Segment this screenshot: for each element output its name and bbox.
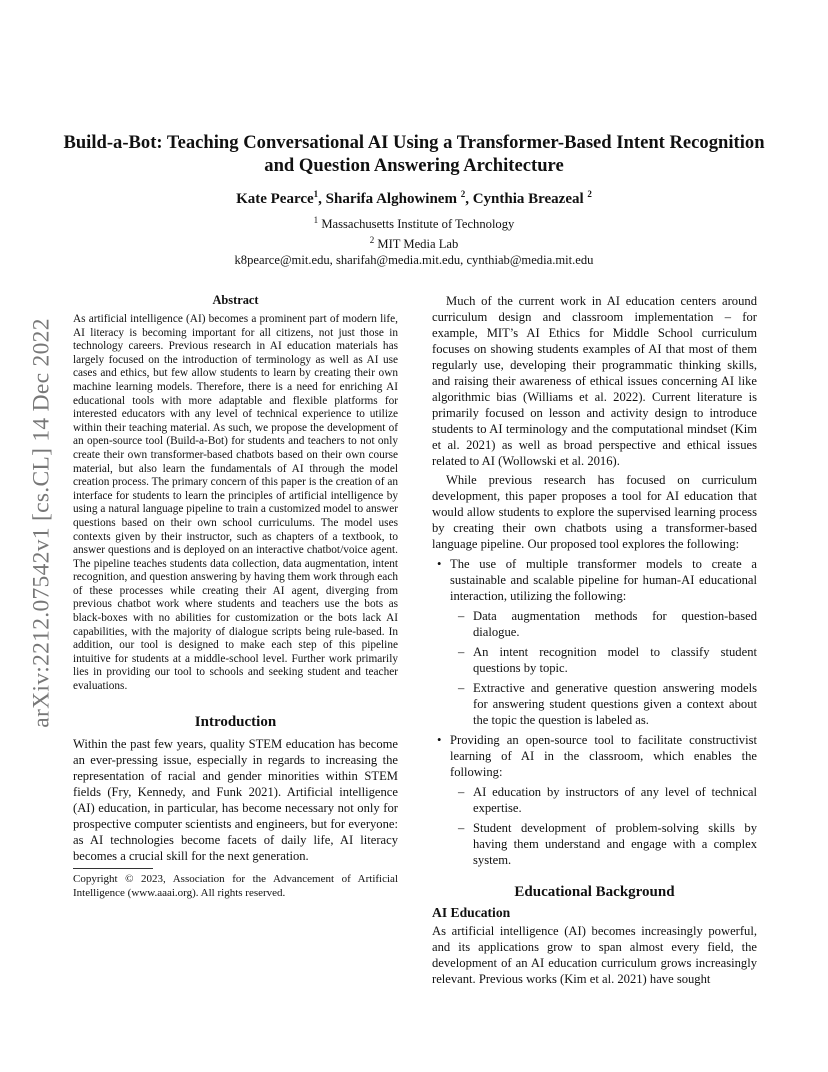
list-item-text: Providing an open-source tool to facilitate constructivist learning of AI in the classroom, which enables the following: <box>450 733 757 779</box>
dash-mark: – <box>458 821 465 835</box>
affiliation-mark: 1 <box>313 215 319 225</box>
author-emails: k8pearce@mit.edu, sharifah@media.mit.edu, cynthiab@media.mit.edu <box>234 253 594 268</box>
sub-list-item <box>450 644 757 676</box>
author-separator: , <box>318 191 326 207</box>
sub-list-item <box>450 784 757 816</box>
sub-list-item-text: AI education by instructors of any level of technical expertise. <box>473 785 757 815</box>
list-item-text: The use of multiple transformer models to create a sustainable and scalable pipeline for human-AI educational interaction, utilizing the following: <box>450 557 757 603</box>
bullet-mark: • <box>437 733 442 747</box>
body-paragraph: Much of the current work in AI education centers around curriculum design and classroom implementation – for example, MIT’s AI Ethics for Middle School curriculum focuses on showing students examples of AI that most of them regularly use, developing their programmatic thinking skills, and raising their awareness of ethical issues concerning AI like algorithmic bias (Williams et al. 2022). Current literature is primarily focused on lesson and activity design to introduce students to AI terminology and the computational mindset (Kim et al. 2021) as well as broad perspective and ethical issues related to AI (Wollowski et al. 2016). <box>432 294 757 468</box>
paper-title: Build-a-Bot: Teaching Conversational AI Using a Transformer-Based Intent Recognition and Question Answering Architecture <box>63 132 765 176</box>
affiliations <box>60 212 768 268</box>
affiliation-line <box>60 212 768 232</box>
section-heading: Educational Background <box>514 884 675 900</box>
bullet-mark: • <box>437 557 442 571</box>
footnote-rule <box>73 868 153 869</box>
introduction-paragraph: Within the past few years, quality STEM education has become an ever-pressing issue, especially in regards to increasing the representation of racial and gender minorities within STEM fields (Fry, Kennedy, and Funk 2021). Artificial intelligence (AI) education, in particular, has become necessary not only for prospective computer scientists and engineers, but for everyone: as AI technologies become facets of daily life, AI literacy becomes a crucial skill for the next generation. <box>73 736 398 863</box>
arxiv-identifier <box>22 288 62 758</box>
dash-mark: – <box>458 785 465 799</box>
sub-list-item-text: Extractive and generative question answering models for answering student questions given a context about the topic the question is labeled as. <box>473 681 757 727</box>
author-name: Cynthia Breazeal <box>472 191 588 207</box>
sub-list-item <box>450 608 757 640</box>
copyright-footnote: Copyright © 2023, Association for the Advancement of Artificial Intelligence (www.aaai.org). All rights reserved. <box>73 872 398 899</box>
sub-list <box>450 784 757 868</box>
body-paragraph: As artificial intelligence (AI) becomes increasingly powerful, and its applications grow to span almost every field, the development of an AI education curriculum grows increasingly relevant. Previous works (Kim et al. 2021) have sought <box>432 924 757 986</box>
dash-mark: – <box>458 645 465 659</box>
affiliation-text: Massachusetts Institute of Technology <box>318 217 515 232</box>
list-item <box>432 556 757 728</box>
dash-mark: – <box>458 681 465 695</box>
affiliation-text: MIT Media Lab <box>374 237 459 252</box>
left-column <box>73 293 398 900</box>
author-affil-mark: 2 <box>460 189 466 199</box>
author-list <box>60 189 768 208</box>
author-separator: , <box>465 191 473 207</box>
contribution-list <box>432 556 757 868</box>
sub-list-item <box>450 820 757 868</box>
sub-list-item-text: Data augmentation methods for question-based dialogue. <box>473 609 757 639</box>
abstract-text: As artificial intelligence (AI) becomes a prominent part of modern life, AI literacy is becoming important for all citizens, not just those in technology careers. Previous research in AI education materials has largely focused on the introduction of terminology as well as AI use cases and ethics, but few allow students to learn by creating their own machine learning models. Therefore, there is a need for enriching AI educational tools with more adaptable and flexible platforms for interested educators with any level of technical experience to utilize within their teaching material. As such, we propose the development of an open-source tool (Build-a-Bot) for students and teachers to not only create their own transformer-based chatbots based on their own course material, but also learn the fundamentals of AI through the model creation process. The primary concern of this paper is the creation of an interface for students to learn the principles of artificial intelligence by using a natural language pipeline to train a customized model to answer questions based on their own school curriculums. The model uses contexts given by their instructor, such as chapters of a textbook, to answer questions and is deployed on an interactive chatbot/voice agent. The pipeline teaches students data collection, data augmentation, intent recognition, and question answering by having them work through each of these processes while creating their AI agent, diverging from previous chatbot work where students and teachers use the bots as black-boxes with no abilities for customization or the bots lack AI capabilities, with the majority of dialogue scripts being rule-based. In addition, our tool is designed to make each step of this pipeline intuitive for students at a middle-school level. Further work primarily lies in providing our tool to schools and seeking student and teacher evaluations. <box>73 313 398 693</box>
subsection-heading: AI Education <box>432 905 511 920</box>
arxiv-identifier-text: arXiv:2212.07542v1 [cs.CL] 14 Dec 2022 <box>28 318 55 728</box>
abstract-heading: Abstract <box>212 293 259 307</box>
right-column <box>432 293 757 987</box>
introduction-heading: Introduction <box>194 713 277 730</box>
affiliation-mark: 2 <box>369 235 375 246</box>
author-name: Kate Pearce <box>236 191 314 207</box>
body-paragraph: While previous research has focused on curriculum development, this paper proposes a tool for AI education that would allow students to explore the supervised learning process by creating their own chatbots using a transformer-based language pipeline. Our proposed tool explores the following: <box>432 473 757 551</box>
list-item <box>432 732 757 868</box>
sub-list-item-text: Student development of problem-solving skills by having them understand and engage with a complex system. <box>473 821 757 867</box>
author-affil-mark: 2 <box>587 189 592 199</box>
sub-list-item <box>450 680 757 728</box>
author-name: Sharifa Alghowinem <box>325 191 461 207</box>
dash-mark: – <box>458 609 465 623</box>
sub-list-item-text: An intent recognition model to classify student questions by topic. <box>473 645 757 675</box>
sub-list <box>450 608 757 728</box>
affiliation-line <box>60 232 768 252</box>
author-affil-mark: 1 <box>313 189 319 199</box>
